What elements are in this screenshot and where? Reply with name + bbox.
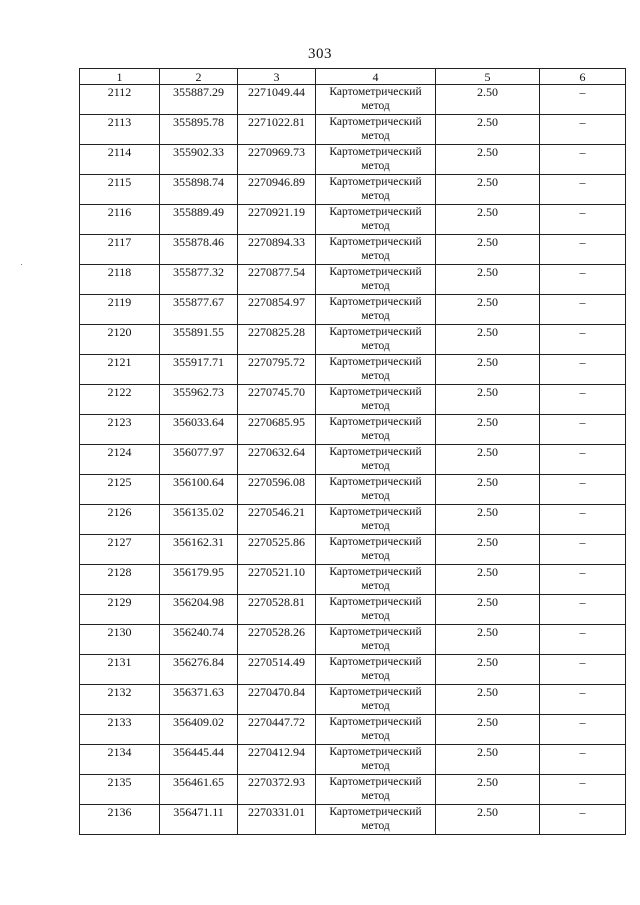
note-cell: –	[540, 685, 626, 715]
accuracy-cell: 2.50	[436, 355, 540, 385]
table-row	[80, 415, 626, 445]
table-header	[80, 69, 626, 85]
note-cell: –	[540, 175, 626, 205]
method-cell: Картометрический метод	[316, 445, 436, 475]
x-coordinate-cell: 356240.74	[160, 625, 238, 655]
y-coordinate-cell: 2270528.81	[238, 595, 316, 625]
accuracy-cell: 2.50	[436, 715, 540, 745]
point-number-cell: 2125	[80, 475, 160, 505]
point-number-cell: 2115	[80, 175, 160, 205]
accuracy-cell: 2.50	[436, 295, 540, 325]
x-coordinate-cell: 356471.11	[160, 805, 238, 835]
table-row	[80, 715, 626, 745]
note-cell: –	[540, 205, 626, 235]
note-cell: –	[540, 355, 626, 385]
point-number-cell: 2129	[80, 595, 160, 625]
y-coordinate-cell: 2270854.97	[238, 295, 316, 325]
x-coordinate-cell: 356409.02	[160, 715, 238, 745]
point-number-cell: 2121	[80, 355, 160, 385]
table-body	[80, 85, 626, 835]
y-coordinate-cell: 2270525.86	[238, 535, 316, 565]
y-coordinate-cell: 2271049.44	[238, 85, 316, 115]
table-row	[80, 355, 626, 385]
column-header: 1	[80, 69, 160, 85]
accuracy-cell: 2.50	[436, 415, 540, 445]
x-coordinate-cell: 356461.65	[160, 775, 238, 805]
x-coordinate-cell: 356077.97	[160, 445, 238, 475]
point-number-cell: 2131	[80, 655, 160, 685]
note-cell: –	[540, 475, 626, 505]
x-coordinate-cell: 356179.95	[160, 565, 238, 595]
point-number-cell: 2112	[80, 85, 160, 115]
point-number-cell: 2127	[80, 535, 160, 565]
point-number-cell: 2119	[80, 295, 160, 325]
column-header: 3	[238, 69, 316, 85]
table-row	[80, 505, 626, 535]
y-coordinate-cell: 2270412.94	[238, 745, 316, 775]
point-number-cell: 2120	[80, 325, 160, 355]
x-coordinate-cell: 356445.44	[160, 745, 238, 775]
point-number-cell: 2126	[80, 505, 160, 535]
page-number: 303	[308, 46, 332, 62]
point-number-cell: 2130	[80, 625, 160, 655]
y-coordinate-cell: 2270546.21	[238, 505, 316, 535]
y-coordinate-cell: 2270632.64	[238, 445, 316, 475]
table-row	[80, 475, 626, 505]
accuracy-cell: 2.50	[436, 775, 540, 805]
method-cell: Картометрический метод	[316, 175, 436, 205]
accuracy-cell: 2.50	[436, 595, 540, 625]
point-number-cell: 2133	[80, 715, 160, 745]
point-number-cell: 2132	[80, 685, 160, 715]
table-row	[80, 655, 626, 685]
method-cell: Картометрический метод	[316, 715, 436, 745]
table-row	[80, 325, 626, 355]
note-cell: –	[540, 745, 626, 775]
method-cell: Картометрический метод	[316, 625, 436, 655]
table-row	[80, 745, 626, 775]
x-coordinate-cell: 355877.67	[160, 295, 238, 325]
method-cell: Картометрический метод	[316, 685, 436, 715]
table-row	[80, 775, 626, 805]
accuracy-cell: 2.50	[436, 535, 540, 565]
y-coordinate-cell: 2270447.72	[238, 715, 316, 745]
y-coordinate-cell: 2270372.93	[238, 775, 316, 805]
x-coordinate-cell: 356276.84	[160, 655, 238, 685]
accuracy-cell: 2.50	[436, 505, 540, 535]
column-header: 2	[160, 69, 238, 85]
note-cell: –	[540, 115, 626, 145]
accuracy-cell: 2.50	[436, 655, 540, 685]
note-cell: –	[540, 805, 626, 835]
method-cell: Картометрический метод	[316, 145, 436, 175]
x-coordinate-cell: 356135.02	[160, 505, 238, 535]
method-cell: Картометрический метод	[316, 325, 436, 355]
method-cell: Картометрический метод	[316, 805, 436, 835]
accuracy-cell: 2.50	[436, 685, 540, 715]
y-coordinate-cell: 2270514.49	[238, 655, 316, 685]
method-cell: Картометрический метод	[316, 85, 436, 115]
note-cell: –	[540, 715, 626, 745]
accuracy-cell: 2.50	[436, 565, 540, 595]
table-row	[80, 85, 626, 115]
note-cell: –	[540, 385, 626, 415]
method-cell: Картометрический метод	[316, 415, 436, 445]
x-coordinate-cell: 356371.63	[160, 685, 238, 715]
table-row	[80, 115, 626, 145]
table-row	[80, 805, 626, 835]
accuracy-cell: 2.50	[436, 235, 540, 265]
table-row	[80, 535, 626, 565]
y-coordinate-cell: 2270877.54	[238, 265, 316, 295]
table-row	[80, 385, 626, 415]
point-number-cell: 2116	[80, 205, 160, 235]
method-cell: Картометрический метод	[316, 355, 436, 385]
margin-mark	[21, 264, 22, 265]
note-cell: –	[540, 325, 626, 355]
table-row	[80, 445, 626, 475]
accuracy-cell: 2.50	[436, 205, 540, 235]
note-cell: –	[540, 265, 626, 295]
y-coordinate-cell: 2270894.33	[238, 235, 316, 265]
coordinates-table	[79, 68, 626, 835]
note-cell: –	[540, 625, 626, 655]
point-number-cell: 2113	[80, 115, 160, 145]
y-coordinate-cell: 2270969.73	[238, 145, 316, 175]
table-row	[80, 205, 626, 235]
accuracy-cell: 2.50	[436, 805, 540, 835]
y-coordinate-cell: 2270470.84	[238, 685, 316, 715]
method-cell: Картометрический метод	[316, 775, 436, 805]
note-cell: –	[540, 295, 626, 325]
x-coordinate-cell: 356204.98	[160, 595, 238, 625]
note-cell: –	[540, 595, 626, 625]
point-number-cell: 2114	[80, 145, 160, 175]
x-coordinate-cell: 355891.55	[160, 325, 238, 355]
note-cell: –	[540, 85, 626, 115]
accuracy-cell: 2.50	[436, 745, 540, 775]
y-coordinate-cell: 2270921.19	[238, 205, 316, 235]
table-row	[80, 685, 626, 715]
note-cell: –	[540, 565, 626, 595]
x-coordinate-cell: 355889.49	[160, 205, 238, 235]
accuracy-cell: 2.50	[436, 85, 540, 115]
accuracy-cell: 2.50	[436, 115, 540, 145]
method-cell: Картометрический метод	[316, 475, 436, 505]
y-coordinate-cell: 2270521.10	[238, 565, 316, 595]
accuracy-cell: 2.50	[436, 475, 540, 505]
method-cell: Картометрический метод	[316, 655, 436, 685]
table-row	[80, 295, 626, 325]
method-cell: Картометрический метод	[316, 115, 436, 145]
x-coordinate-cell: 355878.46	[160, 235, 238, 265]
note-cell: –	[540, 145, 626, 175]
point-number-cell: 2135	[80, 775, 160, 805]
point-number-cell: 2136	[80, 805, 160, 835]
accuracy-cell: 2.50	[436, 265, 540, 295]
y-coordinate-cell: 2270946.89	[238, 175, 316, 205]
accuracy-cell: 2.50	[436, 145, 540, 175]
point-number-cell: 2118	[80, 265, 160, 295]
x-coordinate-cell: 355877.32	[160, 265, 238, 295]
method-cell: Картометрический метод	[316, 295, 436, 325]
table-row	[80, 175, 626, 205]
x-coordinate-cell: 355902.33	[160, 145, 238, 175]
accuracy-cell: 2.50	[436, 445, 540, 475]
table-row	[80, 235, 626, 265]
x-coordinate-cell: 355898.74	[160, 175, 238, 205]
x-coordinate-cell: 356033.64	[160, 415, 238, 445]
accuracy-cell: 2.50	[436, 385, 540, 415]
y-coordinate-cell: 2270795.72	[238, 355, 316, 385]
x-coordinate-cell: 355962.73	[160, 385, 238, 415]
note-cell: –	[540, 535, 626, 565]
column-header: 4	[316, 69, 436, 85]
method-cell: Картометрический метод	[316, 385, 436, 415]
column-header: 6	[540, 69, 626, 85]
table-row	[80, 625, 626, 655]
accuracy-cell: 2.50	[436, 325, 540, 355]
accuracy-cell: 2.50	[436, 625, 540, 655]
table-row	[80, 565, 626, 595]
point-number-cell: 2122	[80, 385, 160, 415]
header-row	[80, 69, 626, 85]
method-cell: Картометрический метод	[316, 235, 436, 265]
method-cell: Картометрический метод	[316, 205, 436, 235]
table-row	[80, 265, 626, 295]
x-coordinate-cell: 355887.29	[160, 85, 238, 115]
note-cell: –	[540, 505, 626, 535]
x-coordinate-cell: 356162.31	[160, 535, 238, 565]
method-cell: Картометрический метод	[316, 505, 436, 535]
point-number-cell: 2124	[80, 445, 160, 475]
x-coordinate-cell: 355895.78	[160, 115, 238, 145]
point-number-cell: 2134	[80, 745, 160, 775]
y-coordinate-cell: 2270331.01	[238, 805, 316, 835]
table-row	[80, 595, 626, 625]
method-cell: Картометрический метод	[316, 565, 436, 595]
y-coordinate-cell: 2270528.26	[238, 625, 316, 655]
note-cell: –	[540, 445, 626, 475]
note-cell: –	[540, 415, 626, 445]
method-cell: Картометрический метод	[316, 595, 436, 625]
method-cell: Картометрический метод	[316, 745, 436, 775]
y-coordinate-cell: 2270685.95	[238, 415, 316, 445]
y-coordinate-cell: 2270745.70	[238, 385, 316, 415]
y-coordinate-cell: 2270825.28	[238, 325, 316, 355]
point-number-cell: 2123	[80, 415, 160, 445]
method-cell: Картометрический метод	[316, 535, 436, 565]
note-cell: –	[540, 655, 626, 685]
column-header: 5	[436, 69, 540, 85]
method-cell: Картометрический метод	[316, 265, 436, 295]
note-cell: –	[540, 235, 626, 265]
accuracy-cell: 2.50	[436, 175, 540, 205]
y-coordinate-cell: 2271022.81	[238, 115, 316, 145]
note-cell: –	[540, 775, 626, 805]
point-number-cell: 2128	[80, 565, 160, 595]
table-row	[80, 145, 626, 175]
y-coordinate-cell: 2270596.08	[238, 475, 316, 505]
point-number-cell: 2117	[80, 235, 160, 265]
x-coordinate-cell: 355917.71	[160, 355, 238, 385]
x-coordinate-cell: 356100.64	[160, 475, 238, 505]
